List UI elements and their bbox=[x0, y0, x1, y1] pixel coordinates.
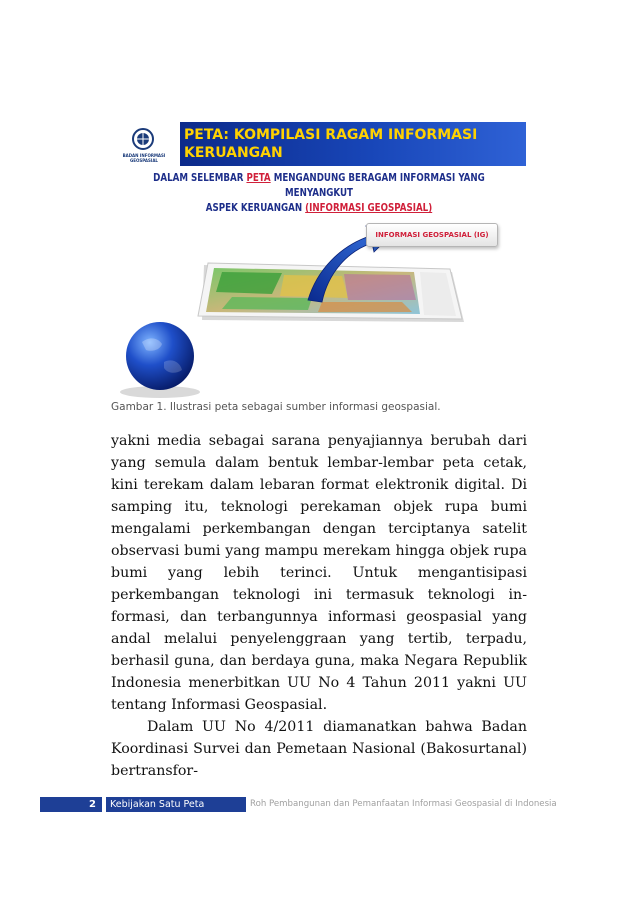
page-number: 2 bbox=[40, 797, 102, 812]
logo bbox=[112, 122, 176, 166]
banner-title: PETA: KOMPILASI RAGAM INFORMASI KERUANGAN bbox=[184, 127, 478, 161]
figure-caption: Gambar 1. Ilustrasi peta sebagai sumber informasi geospasial. bbox=[111, 401, 441, 413]
globe-icon bbox=[120, 322, 200, 398]
logo-text: BADAN INFORMASI GEOSPASIAL bbox=[122, 153, 166, 163]
ig-label-box: INFORMASI GEOSPASIAL (IG) bbox=[366, 223, 498, 247]
subtitle-part1: DALAM SELEMBAR bbox=[153, 172, 247, 184]
subtitle-part3: ASPEK KERUANGAN bbox=[205, 202, 306, 214]
subtitle-highlight-peta: PETA bbox=[246, 172, 271, 184]
figure-illustration bbox=[112, 122, 526, 400]
figure-banner bbox=[180, 122, 526, 166]
page-footer bbox=[40, 797, 600, 812]
subtitle-part2: MENGANDUNG BERAGAM INFORMASI YANG MENYANGKUT bbox=[270, 172, 485, 199]
subtitle-highlight-ig: (INFORMASI GEOSPASIAL) bbox=[305, 202, 433, 214]
paragraph: yakni media sebagai sarana penyajiannya berubah dari yang semula dalam bentuk lembar-lembar peta cetak, kini terekam dalam lebaran format elektronik digital. Di samping itu, teknologi perekaman objek rupa bumi mengalami perkembangan dengan terciptanya satelit observasi bumi yang mampu merekam hingga objek rupa bumi yang lebih terinci. Untuk mengantisipasi perkembangan teknologi ini termasuk teknologi informasi, dan terbangunnya informasi geospasial yang andal melalui penyelenggraan yang tertib, terpadu, berhasil guna, dan berdaya guna, maka Negara Republik Indonesia menerbitkan UU No 4 Tahun 2011 yakni UU tentang Informasi Geospasial. bbox=[111, 433, 527, 713]
body-text bbox=[111, 430, 527, 782]
footer-book-title: Kebijakan Satu Peta bbox=[106, 797, 246, 812]
paragraph: Dalam UU No 4/2011 diamanatkan bahwa Badan Koordinasi Survei dan Pemetaan Nasional (Bakosurtanal) bertransfor- bbox=[111, 719, 527, 779]
footer-subtitle: Roh Pembangunan dan Pemanfaatan Informasi Geospasial di Indonesia bbox=[250, 799, 557, 809]
logo-globe-icon bbox=[130, 128, 156, 150]
figure-subtitle bbox=[129, 171, 510, 216]
